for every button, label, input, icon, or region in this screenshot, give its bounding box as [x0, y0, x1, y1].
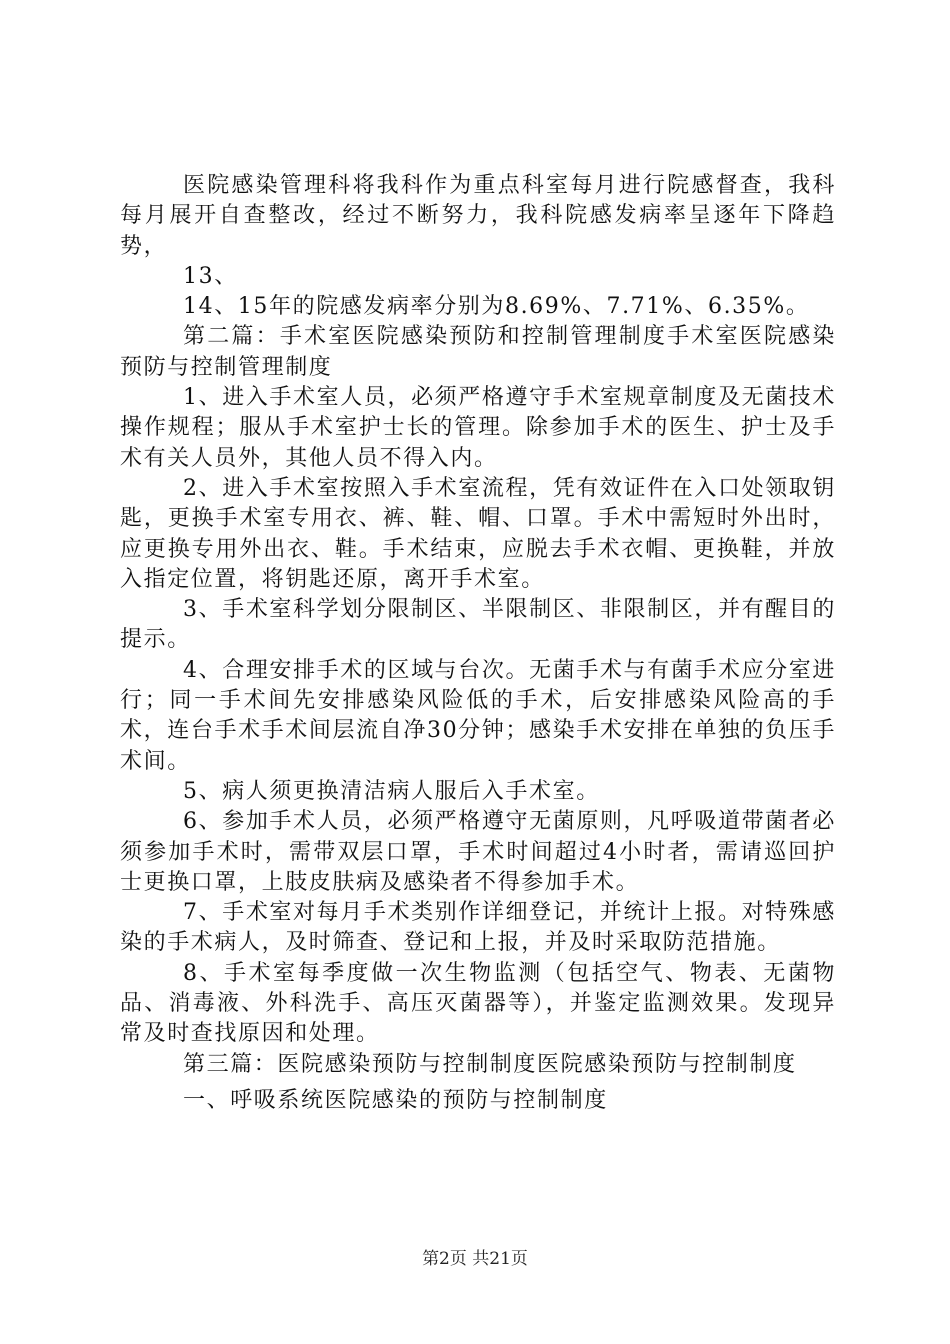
document-body: [120, 171, 836, 1116]
rule-item-6: 6、参加手术人员，必须严格遵守无菌原则，凡呼吸道带菌者必须参加手术时，需带双层口罩，手术时间超过4小时者，需请巡回护士更换口罩，上肢皮肤病及感染者不得参加手术。: [120, 809, 836, 895]
rule-item-7: 7、手术室对每月手术类别作详细登记，并统计上报。对特殊感染的手术病人，及时筛查、登记和上报，并及时采取防范措施。: [120, 900, 836, 956]
section-heading-2: 第二篇：手术室医院感染预防和控制管理制度手术室医院感染预防与控制管理制度: [120, 324, 836, 380]
rule-item-8: 8、手术室每季度做一次生物监测（包括空气、物表、无菌物品、消毒液、外科洗手、高压灭菌器等），并鉴定监测效果。发现异常及时查找原因和处理。: [120, 960, 836, 1047]
rule-item-1: 1、进入手术室人员，必须严格遵守手术室规章制度及无菌技术操作规程；服从手术室护士长的管理。除参加手术的医生、护士及手术有关人员外，其他人员不得入内。: [120, 385, 836, 471]
paragraph-1: 医院感染管理科将我科作为重点科室每月进行院感督查，我科每月展开自查整改，经过不断努力，我科院感发病率呈逐年下降趋势，: [120, 173, 836, 259]
paragraph-2: 13、: [183, 263, 238, 289]
rule-item-2: 2、进入手术室按照入手术室流程，凭有效证件在入口处领取钥匙，更换手术室专用衣、裤、鞋、帽、口罩。手术中需短时外出时，应更换专用外出衣、鞋。手术结束，应脱去手术衣帽、更换鞋，并放入指定位置，将钥匙还原，离开手术室。: [120, 475, 836, 592]
paragraph-3: 14、15年的院感发病率分别为8.69%、7.71%、6.35%。: [183, 294, 810, 320]
rule-item-5: 5、病人须更换清洁病人服后入手术室。: [183, 778, 600, 804]
rule-item-4: 4、合理安排手术的区域与台次。无菌手术与有菌手术应分室进行；同一手术间先安排感染风险低的手术，后安排感染风险高的手术，连台手术手术间层流自净30分钟；感染手术安排在单独的负压手术间。: [120, 657, 836, 774]
subsection-heading-1: 一、呼吸系统医院感染的预防与控制制度: [183, 1087, 608, 1113]
page-footer: 第2页 共21页: [422, 1249, 528, 1269]
rule-item-3: 3、手术室科学划分限制区、半限制区、非限制区，并有醒目的提示。: [120, 597, 836, 653]
section-heading-3: 第三篇：医院感染预防与控制制度医院感染预防与控制制度: [183, 1051, 797, 1077]
